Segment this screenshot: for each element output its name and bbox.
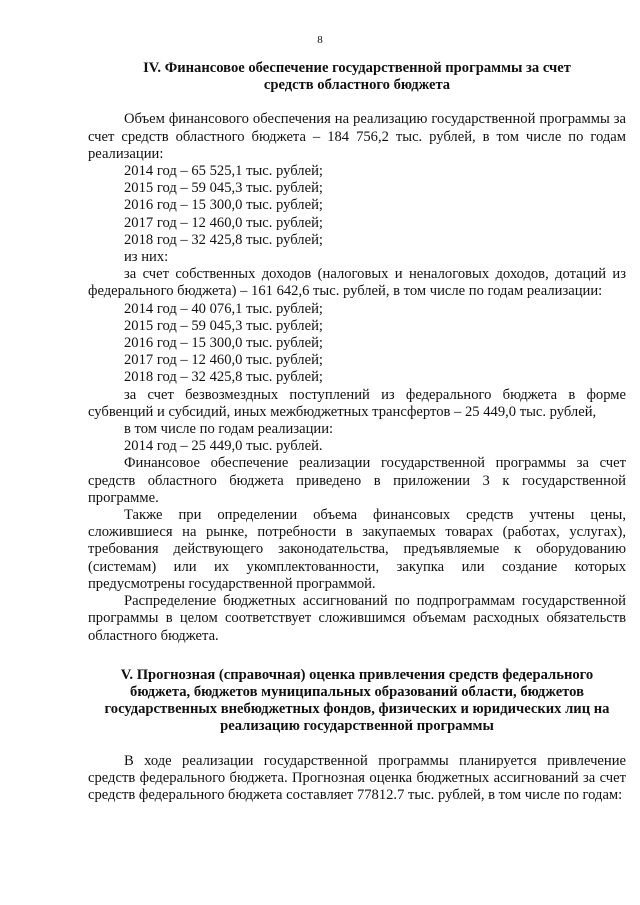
list-item: 2018 год – 32 425,8 тыс. рублей; <box>124 369 323 386</box>
section-5-heading <box>88 667 626 736</box>
list-item: 2014 год – 40 076,1 тыс. рублей; <box>124 300 323 317</box>
prices-paragraph: Также при определении объема финансовых средств учтены цены, сложившиеся на рынке, потребности в закупаемых товарах (работах, услугах), требования действующего законодательства, предъявляемые к оборудованию (системам) или их укомплектованности, закупка или создание которых предусмотрены государственной программой. <box>88 507 626 592</box>
section-5-title-line: бюджета, бюджетов муниципальных образований области, бюджетов <box>130 683 584 700</box>
years-total-list <box>88 163 626 249</box>
own-income-paragraph: за счет собственных доходов (налоговых и неналоговых доходов, дотаций из федерального бюджета) – 161 642,6 тыс. рублей, в том числе по годам реализации: <box>88 266 626 300</box>
appendix-paragraph: Финансовое обеспечение реализации государственной программы за счет средств областного бюджета приведено в приложении 3 к государственной программе. <box>88 455 626 506</box>
of-them-label: из них: <box>124 249 169 266</box>
section-5-body: В ходе реализации государственной программы планируется привлечение средств федерального бюджета. Прогнозная оценка бюджетных ассигнований за счет средств федерального бюджета составляет 77812.7 тыс. рублей, в том числе по годам: <box>88 752 626 803</box>
incl-years-label: в том числе по годам реализации: <box>124 421 334 438</box>
list-item: 2015 год – 59 045,3 тыс. рублей; <box>124 180 323 197</box>
section-4-heading <box>88 60 626 94</box>
section-4-intro: Объем финансового обеспечения на реализацию государственной программы за счет средств областного бюджета – 184 756,2 тыс. рублей, в том числе по годам реализации: <box>88 111 626 162</box>
years-own-list <box>88 301 626 387</box>
list-item: 2014 год – 65 525,1 тыс. рублей; <box>124 163 323 180</box>
list-item: 2016 год – 15 300,0 тыс. рублей; <box>124 335 323 352</box>
section-4-title-line: IV. Финансовое обеспечение государственной программы за счет <box>143 60 571 76</box>
section-5-title-line: государственных внебюджетных фондов, физических и юридических лиц на <box>104 701 610 718</box>
list-item: 2017 год – 12 460,0 тыс. рублей; <box>124 352 323 369</box>
grant-year-2014: 2014 год – 25 449,0 тыс. рублей. <box>124 438 323 455</box>
section-4-title-line: средств областного бюджета <box>263 77 451 94</box>
list-item: 2017 год – 12 460,0 тыс. рублей; <box>124 214 323 231</box>
gratuitous-paragraph: за счет безвозмездных поступлений из федерального бюджета в форме субвенций и субсидий, иных межбюджетных трансфертов – 25 449,0 тыс. рублей, <box>88 386 626 420</box>
document-body <box>88 60 626 804</box>
list-item: 2015 год – 59 045,3 тыс. рублей; <box>124 317 323 334</box>
section-5-title-line: реализацию государственной программы <box>220 718 494 735</box>
page-number: 8 <box>317 34 323 46</box>
list-item: 2018 год – 32 425,8 тыс. рублей; <box>124 231 323 248</box>
section-5-title-line: V. Прогнозная (справочная) оценка привлечения средств федерального <box>120 666 594 683</box>
distribution-paragraph: Распределение бюджетных ассигнований по подпрограммам государственной программы в целом соответствует сложившимся объемам расходных обязательств областного бюджета. <box>88 593 626 644</box>
list-item: 2016 год – 15 300,0 тыс. рублей; <box>124 197 323 214</box>
